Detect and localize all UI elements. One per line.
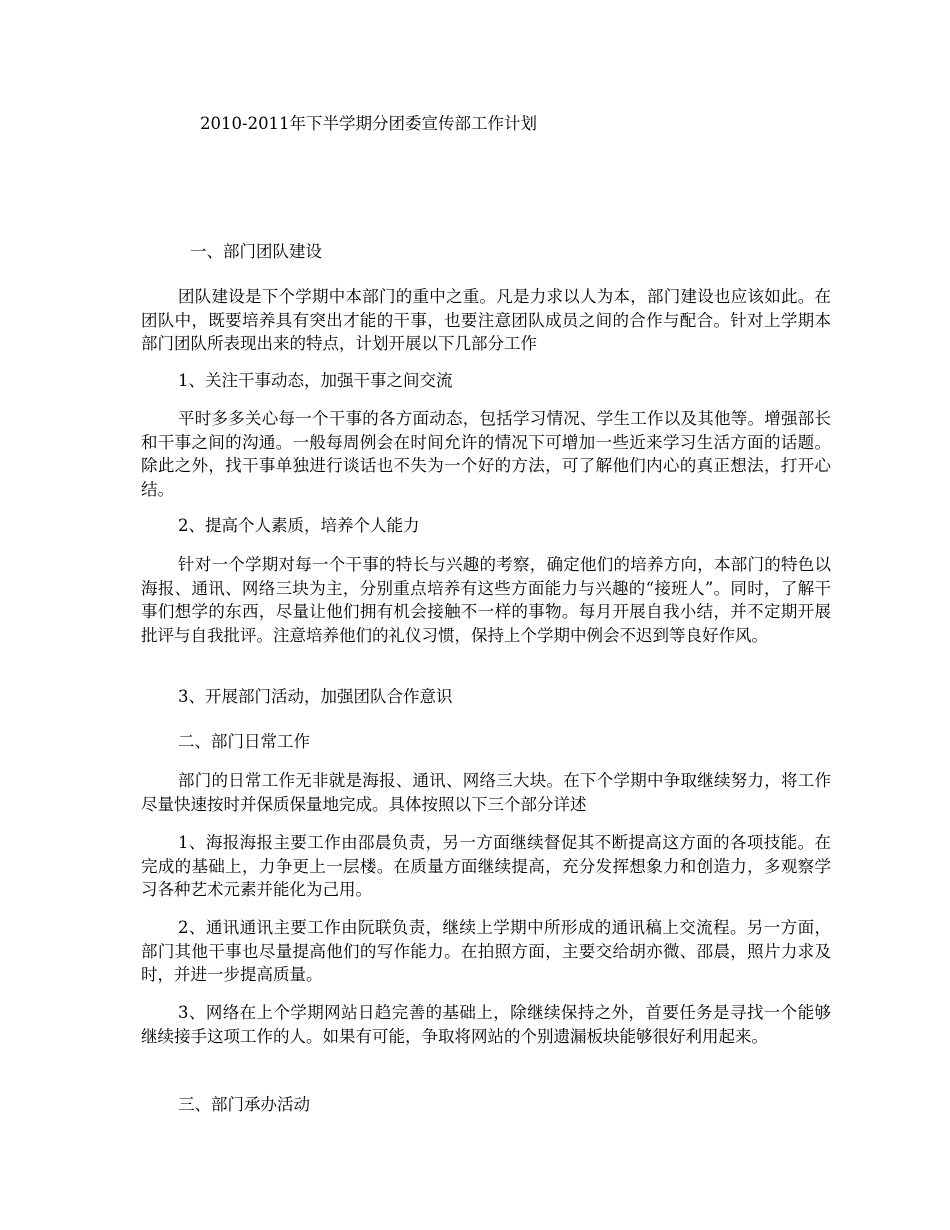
- subheading-staff-communication: 1、关注干事动态，加强干事之间交流: [178, 371, 453, 390]
- paragraph-website: 3、网络在上个学期网站日趋完善的基础上，除继续保持之外，首要任务是寻找一个能够继续接手这项工作的人。如果有可能，争取将网站的个别遗漏板块能够很好利用起来。: [141, 1003, 831, 1046]
- paragraph-team-building: 团队建设是下个学期中本部门的重中之重。凡是力求以人为本，部门建设也应该如此。在团队中，既要培养具有突出才能的干事，也要注意团队成员之间的合作与配合。针对上学期本部门团队所表现出来的特点，计划开展以下几部分工作: [141, 287, 831, 353]
- subheading-personal-ability: 2、提高个人素质，培养个人能力: [178, 516, 420, 535]
- paragraph-personal-ability: 针对一个学期对每一个干事的特长与兴趣的考察，确定他们的培养方向，本部门的特色以海报、通讯、网络三块为主，分别重点培养有这些方面能力与兴趣的“接班人”。同时，了解干事们想学的东西，尽量让他们拥有机会接触不一样的事物。每月开展自我小结，并不定期开展批评与自我批评。注意培养他们的礼仪习惯，保持上个学期中例会不迟到等良好作风。: [141, 555, 831, 645]
- section-heading-hosted-activities: 三、部门承办活动: [178, 1095, 310, 1114]
- section-heading-daily-work: 二、部门日常工作: [178, 732, 310, 751]
- document-title: 2010-2011年下半学期分团委宣传部工作计划: [200, 114, 538, 133]
- paragraph-newsletter: 2、通讯通讯主要工作由阮联负责，继续上学期中所形成的通讯稿上交流程。另一方面，部门其他干事也尽量提高他们的写作能力。在拍照方面，主要交给胡亦微、邵晨，照片力求及时，并进一步提高质量。: [141, 918, 831, 984]
- section-heading-team-building: 一、部门团队建设: [190, 242, 322, 261]
- paragraph-posters: 1、海报海报主要工作由邵晨负责，另一方面继续督促其不断提高这方面的各项技能。在完成的基础上，力争更上一层楼。在质量方面继续提高，充分发挥想象力和创造力，多观察学习各种艺术元素并能化为己用。: [141, 833, 831, 899]
- paragraph-daily-work: 部门的日常工作无非就是海报、通讯、网络三大块。在下个学期中争取继续努力，将工作尽量快速按时并保质保量地完成。具体按照以下三个部分详述: [141, 771, 831, 814]
- subheading-department-activities: 3、开展部门活动，加强团队合作意识: [178, 687, 453, 706]
- paragraph-staff-communication: 平时多多关心每一个干事的各方面动态，包括学习情况、学生工作以及其他等。增强部长和干事之间的沟通。一般每周例会在时间允许的情况下可增加一些近来学习生活方面的话题。除此之外，找干事单独进行谈话也不失为一个好的方法，可了解他们内心的真正想法，打开心结。: [141, 409, 831, 499]
